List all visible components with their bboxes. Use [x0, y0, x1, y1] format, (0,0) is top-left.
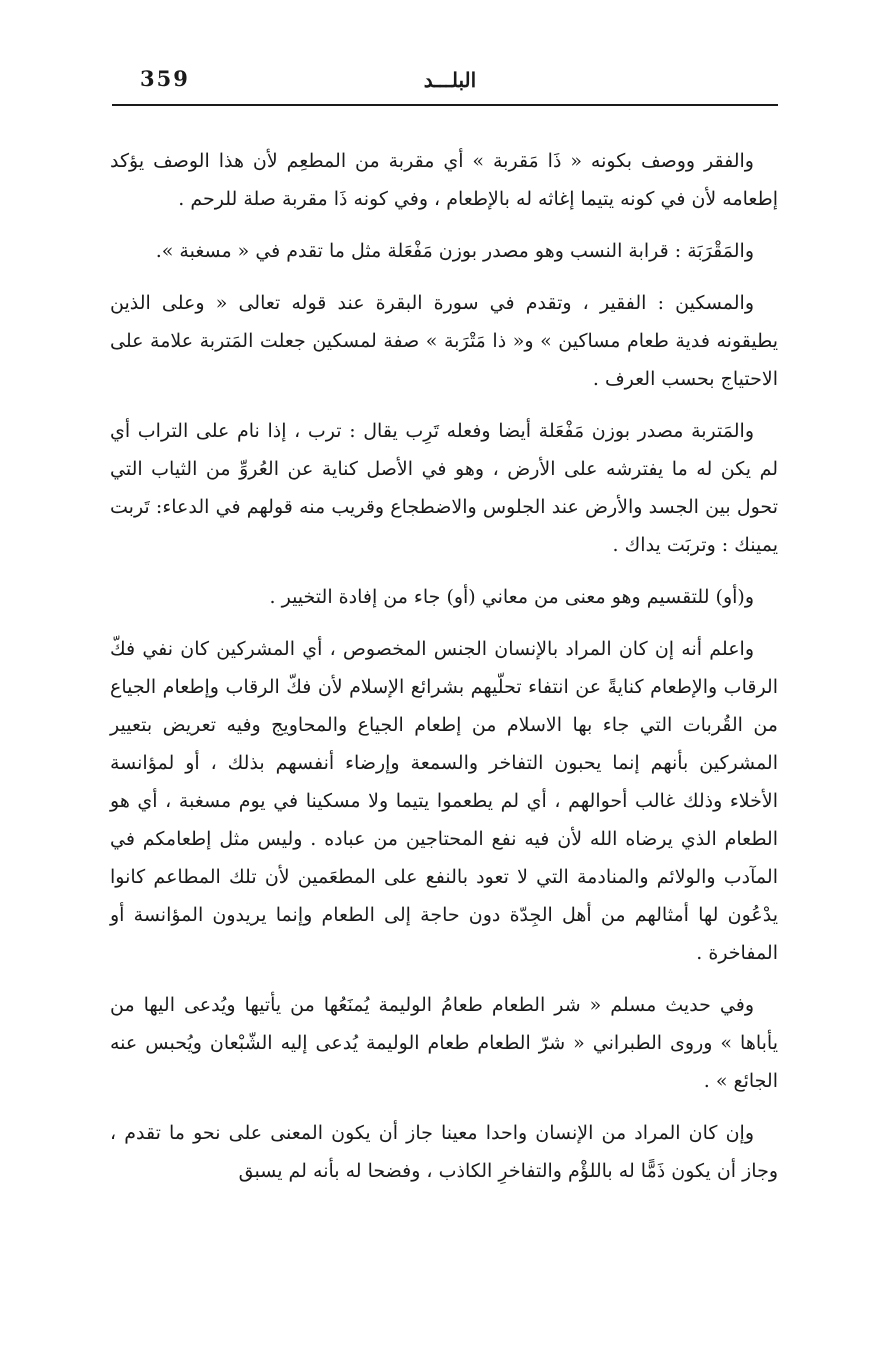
- paragraph: والفقر ووصف بكونه « ذَا مَقربة » أي مقربة من المطعِم لأن هذا الوصف يؤكد إطعامه لأن في كونه يتيما إغاثه له بالإطعام ، وفي كونه ذَا مقربة صلة للرحم .: [110, 150, 778, 210]
- paragraph: والمَقْرَبَة : قرابة النسب وهو مصدر بوزن مَفْعَلة مثل ما تقدم في « مسغبة ».: [155, 240, 754, 262]
- paragraph: وإن كان المراد من الإنسان واحدا معينا جاز أن يكون المعنى على نحو ما تقدم ، وجاز أن يكون ذَمًّا له باللؤْم والتفاخرِ الكاذب ، وفضحا له بأنه لم يسبق: [110, 1122, 778, 1182]
- header-rule: [112, 104, 778, 106]
- paragraph: و(أو) للتقسيم وهو معنى من معاني (أو) جاء من إفادة التخيير .: [269, 586, 754, 608]
- paragraph: والمسكين : الفقير ، وتقدم في سورة البقرة عند قوله تعالى « وعلى الذين يطيقونه فدية طعام مساكين » و« ذا مَتْرَبة » صفة لمسكين جعلت المَتربة علامة على الاحتياج بحسب العرف .: [110, 292, 778, 390]
- running-head: البلـــد: [423, 68, 477, 92]
- paragraph: وفي حديث مسلم « شر الطعام طعامُ الوليمة يُمنَعُها من يأتيها ويُدعى اليها من يأباها » وروى الطبراني « شرّ الطعام طعام الوليمة يُدعى إليه الشّبْعان ويُحبس عنه الجائع » .: [110, 994, 778, 1092]
- paragraph: واعلم أنه إن كان المراد بالإنسان الجنس المخصوص ، أي المشركين كان نفي فكّ الرقاب والإطعام كنايةً عن انتفاء تحلّيهم بشرائع الإسلام لأن فكّ الرقاب وإطعام الجياع من القُربات التي جاء بها الاسلام من إطعام الجياع والمحاويج وفيه تعريض بتعيير المشركين بأنهم إنما يحبون التفاخر والسمعة وإرضاء أنفسهم بذلك ، أو لمؤانسة الأخلاء وذلك غالب أحوالهم ، أي لم يطعموا يتيما ولا مسكينا في يوم مسغبة ، أي هو الطعام الذي يرضاه الله لأن فيه نفع المحتاجين من عباده . وليس مثل إطعامكم في المآدب والولائم والمنادمة التي لا تعود بالنفع على المطعَمين لأن تلك المطاعم كانوا يدْعُون لها أمثالهم من أهل الجِدّة دون حاجة إلى الطعام وإنما يريدون المؤانسة أو المفاخرة .: [110, 638, 778, 964]
- body-text: [110, 142, 778, 1204]
- paragraph: والمَتربة مصدر بوزن مَفْعَلة أيضا وفعله تَرِب يقال : ترب ، إذا نام على التراب أي لم يكن له ما يفترشه على الأرض ، وهو في الأصل كناية عن العُروِّ من الثياب التي تحول بين الجسد والأرض عند الجلوس والاضطجاع وقريب منه قولهم في الدعاء: تَربت يمينك : وتربَت يداك .: [110, 420, 778, 556]
- page-number: 359: [140, 66, 190, 91]
